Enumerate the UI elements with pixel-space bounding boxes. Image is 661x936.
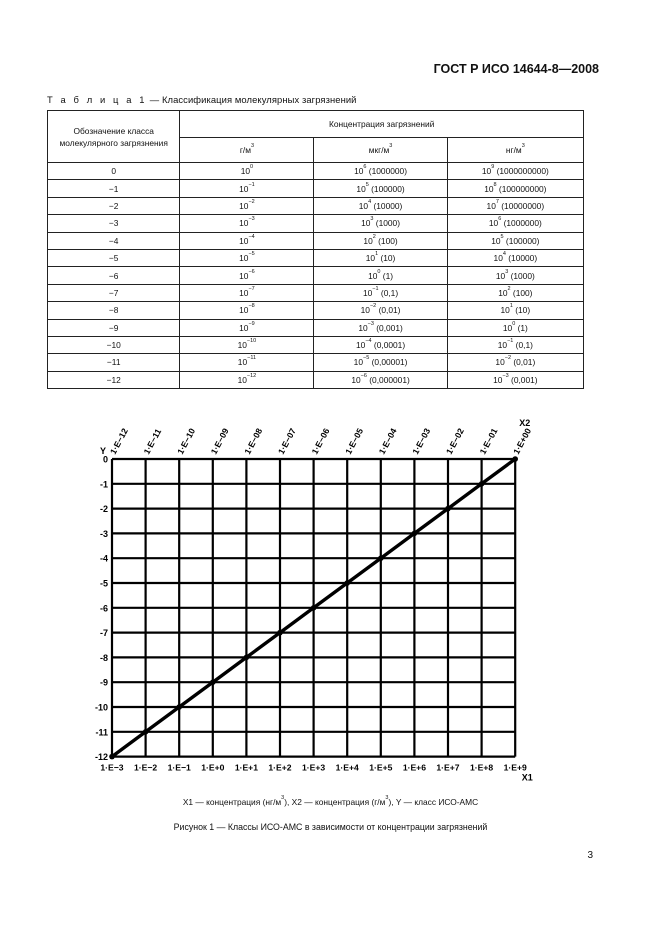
cell-ng: $10^4$ (10000) [447, 249, 583, 266]
cell-g: $10^{-7}$ [180, 284, 314, 301]
iso-amc-chart [94, 412, 534, 792]
table-row [48, 336, 584, 353]
cell-class: −3 [48, 215, 180, 232]
classification-table [47, 110, 584, 389]
cell-mkg: $10^{-5}$ (0,00001) [314, 354, 447, 371]
x1-axis-label: X1 [521, 772, 533, 783]
y-tick-label: -2 [99, 504, 108, 515]
cell-g: $10^{-3}$ [180, 215, 314, 232]
header-unit-ng: $нг/м^3$ [447, 137, 583, 162]
table-row [48, 163, 584, 180]
data-point [445, 506, 451, 512]
figure-legend: X1 — концентрация $(нг/м^3)$, X2 — концентрация $(г/м^3)$, Y — класс ИСО-АМС [182, 795, 479, 807]
cell-g: $10^{-8}$ [180, 302, 314, 319]
cell-g: $10^{-1}$ [180, 180, 314, 197]
cell-ng: $10^5$ (100000) [447, 232, 583, 249]
y-tick-label: -5 [99, 578, 108, 589]
y-tick-label: -7 [99, 628, 108, 639]
data-point [512, 456, 518, 462]
x2-tick-label: 1·E−02 [443, 426, 466, 456]
standard-header: ГОСТ Р ИСО 14644-8—2008 [433, 62, 599, 76]
cell-g: $10^{-5}$ [180, 249, 314, 266]
table-row [48, 180, 584, 197]
y-tick-label: -11 [95, 727, 108, 738]
cell-mkg: $10^0$ (1) [314, 267, 447, 284]
x2-tick-label: 1·E−07 [275, 426, 298, 456]
x1-tick-label: 1·E+5 [369, 762, 393, 773]
x1-tick-label: 1·E−2 [134, 762, 158, 773]
table-row [48, 284, 584, 301]
x1-tick-label: 1·E+1 [234, 762, 258, 773]
cell-class: −5 [48, 249, 180, 266]
y-tick-label: 0 [102, 454, 108, 465]
cell-g: $10^{-12}$ [180, 371, 314, 388]
cell-ng: $10^3$ (1000) [447, 267, 583, 284]
cell-mkg: $10^{-1}$ (0,1) [314, 284, 447, 301]
table-row [48, 319, 584, 336]
x2-tick-label: 1·E−01 [477, 426, 500, 456]
x2-tick-label: 1·E−03 [410, 426, 433, 456]
table-caption-text: — Классификация молекулярных загрязнений [147, 94, 357, 105]
x2-axis-label: X2 [519, 418, 531, 428]
cell-g: $10^{-2}$ [180, 197, 314, 214]
cell-ng: $10^2$ (100) [447, 284, 583, 301]
data-point [311, 605, 317, 611]
cell-class: −6 [48, 267, 180, 284]
data-point [277, 630, 283, 636]
cell-g: $10^{-9}$ [180, 319, 314, 336]
x2-tick-label: 1·E+00 [511, 426, 534, 456]
header-unit-g: $г/м^3$ [180, 137, 314, 162]
data-point [344, 580, 350, 586]
cell-mkg: $10^4$ (10000) [314, 197, 447, 214]
cell-class: −9 [48, 319, 180, 336]
x1-tick-label: 1·E+7 [436, 762, 460, 773]
cell-g: $10^0$ [180, 163, 314, 180]
x1-tick-label: 1·E+6 [402, 762, 426, 773]
x1-tick-label: 1·E−1 [167, 762, 191, 773]
cell-mkg: $10^1$ (10) [314, 249, 447, 266]
x2-tick-label: 1·E−06 [309, 426, 332, 456]
data-point [479, 481, 485, 487]
cell-g: $10^{-6}$ [180, 267, 314, 284]
table-caption [47, 94, 357, 105]
x1-tick-label: 1·E+0 [201, 762, 225, 773]
cell-mkg: $10^{-3}$ (0,001) [314, 319, 447, 336]
x1-tick-label: 1·E+4 [335, 762, 359, 773]
table-row [48, 302, 584, 319]
x1-tick-label: 1·E+8 [470, 762, 494, 773]
cell-mkg: $10^6$ (1000000) [314, 163, 447, 180]
data-point [378, 555, 384, 561]
x2-tick-label: 1·E−05 [343, 426, 366, 456]
cell-g: $10^{-11}$ [180, 354, 314, 371]
cell-ng: $10^1$ (10) [447, 302, 583, 319]
x2-tick-label: 1·E−12 [107, 426, 130, 456]
cell-ng: $10^{-2}$ (0,01) [447, 354, 583, 371]
header-unit-mkg: мкг/$м^3$ [314, 137, 447, 162]
x2-tick-label: 1·E−10 [175, 426, 198, 456]
cell-class: −7 [48, 284, 180, 301]
cell-class: −2 [48, 197, 180, 214]
table-row [48, 267, 584, 284]
y-tick-label: -12 [94, 752, 108, 763]
data-point [210, 679, 216, 685]
x1-tick-label: 1·E+3 [302, 762, 326, 773]
y-tick-label: -10 [94, 702, 108, 713]
x1-tick-label: 1·E+9 [503, 762, 527, 773]
figure-caption: Рисунок 1 — Классы ИСО-АМС в зависимости от концентрации загрязнений [173, 822, 488, 832]
y-tick-label: -8 [99, 652, 108, 663]
x2-tick-label: 1·E−08 [242, 426, 265, 456]
y-tick-label: -9 [99, 677, 108, 688]
table-row [48, 371, 584, 388]
cell-mkg: $10^2$ (100) [314, 232, 447, 249]
cell-ng: $10^9$ (1000000000) [447, 163, 583, 180]
table-row [48, 249, 584, 266]
x1-tick-label: 1·E+2 [268, 762, 292, 773]
cell-mkg: $10^5$ (100000) [314, 180, 447, 197]
cell-ng: $10^6$ (1000000) [447, 215, 583, 232]
cell-mkg: $10^{-4}$ (0,0001) [314, 336, 447, 353]
y-tick-label: -4 [99, 553, 108, 564]
table-row [48, 197, 584, 214]
cell-class: −4 [48, 232, 180, 249]
cell-mkg: $10^{-6}$ (0,000001) [314, 371, 447, 388]
table-caption-label: Т а б л и ц а 1 [47, 94, 148, 105]
cell-g: $10^{-4}$ [180, 232, 314, 249]
cell-class: −12 [48, 371, 180, 388]
x1-tick-label: 1·E−3 [100, 762, 124, 773]
data-point [109, 754, 115, 760]
cell-class: −10 [48, 336, 180, 353]
table-row [48, 232, 584, 249]
cell-class: 0 [48, 163, 180, 180]
cell-ng: $10^0$ (1) [447, 319, 583, 336]
data-point [244, 655, 250, 661]
y-axis-label: Y [100, 446, 107, 456]
cell-mkg: $10^{-2}$ (0,01) [314, 302, 447, 319]
y-tick-label: -6 [99, 603, 108, 614]
cell-class: −8 [48, 302, 180, 319]
header-concentration: Концентрация загрязнений [180, 111, 584, 138]
page-number: 3 [587, 850, 593, 861]
data-point [412, 531, 418, 537]
x2-tick-label: 1·E−11 [141, 426, 164, 456]
cell-ng: $10^{-1}$ (0,1) [447, 336, 583, 353]
cell-class: −1 [48, 180, 180, 197]
cell-ng: $10^{-3}$ (0,001) [447, 371, 583, 388]
data-point [143, 729, 149, 735]
cell-ng: $10^8$ (100000000) [447, 180, 583, 197]
header-class-designation: Обозначение класса молекулярного загрязнения [48, 111, 180, 163]
x2-tick-label: 1·E−04 [376, 426, 399, 456]
cell-g: $10^{-10}$ [180, 336, 314, 353]
table-row [48, 215, 584, 232]
cell-ng: $10^7$ (10000000) [447, 197, 583, 214]
y-tick-label: -3 [99, 528, 108, 539]
data-point [176, 704, 182, 710]
y-tick-label: -1 [99, 479, 108, 490]
table-row [48, 354, 584, 371]
cell-class: −11 [48, 354, 180, 371]
cell-mkg: $10^3$ (1000) [314, 215, 447, 232]
x2-tick-label: 1·E−09 [208, 426, 231, 456]
